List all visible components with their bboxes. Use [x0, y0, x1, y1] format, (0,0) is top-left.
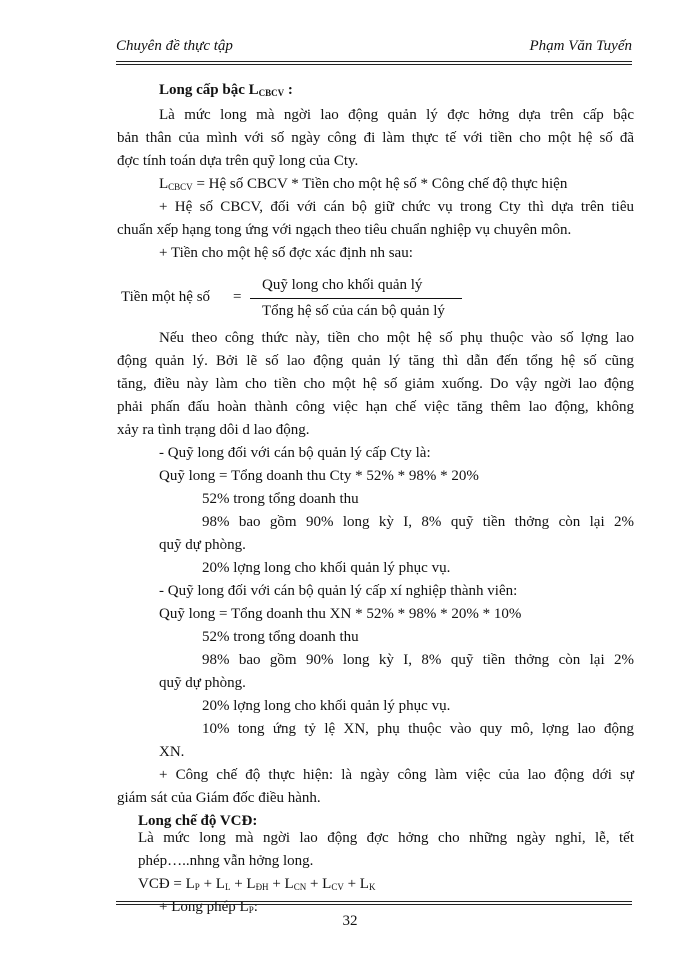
- fraction-bar: [250, 298, 462, 299]
- fund-xn-10: 10% tong ứng tỷ lệ XN, phụ thuộc vào quy mô, lợng lao động: [202, 721, 634, 737]
- paragraph-line: chuẩn xếp hạng tong ứng với ngạch theo tiêu chuẩn nghiệp vụ chuyên môn.: [117, 222, 572, 238]
- paragraph-line: + Hệ số CBCV, đối với cán bộ giữ chức vụ trong Cty thì dựa trên tiêu: [159, 199, 634, 215]
- page-header: [116, 38, 632, 58]
- formula-cbcv: $L_{CBCV}$ = Hệ số CBCV * Tiền cho một hệ số * Công chế độ thực hiện: [159, 176, 568, 192]
- fund-xn-98: 98% bao gồm 90% long kỳ I, 8% quỹ tiền thởng còn lại 2%: [202, 652, 634, 668]
- leave-wage-line: + Long phép $L_P$:: [159, 899, 258, 915]
- paragraph-line: đợc tính toán dựa trên quỹ long của Cty.: [117, 153, 359, 169]
- fund-cty-formula: Quỹ long = Tổng doanh thu Cty * 52% * 98% * 20%: [159, 468, 479, 484]
- fraction-label: Tiền một hệ số: [121, 289, 211, 305]
- section-heading-vcd: Long chế độ VCĐ:: [138, 813, 258, 829]
- fund-cty-98-cont: quỹ dự phòng.: [159, 537, 246, 553]
- paragraph-line: phép…..nhng vẫn hởng long.: [138, 853, 314, 869]
- paragraph-line: + Tiền cho một hệ số đợc xác định nh sau:: [159, 245, 413, 261]
- paragraph-line: Là mức long mà ngời lao động quản lý đợc hởng dựa trên cấp bậc: [159, 107, 634, 123]
- paragraph-line: Nếu theo công thức này, tiền cho một hệ số phụ thuộc vào số lợng lao: [159, 330, 634, 346]
- paragraph-line: động quản lý. Bởi lẽ số lao động quản lý tăng thì dẫn đến tổng hệ số cũng: [117, 353, 634, 369]
- fraction-equals: =: [233, 289, 242, 305]
- page-number: 32: [342, 913, 358, 929]
- fraction-denominator: Tổng hệ số của cán bộ quản lý: [262, 303, 445, 319]
- header-rule-top: [116, 61, 632, 62]
- paragraph-line: xảy ra tình trạng dôi d lao động.: [117, 422, 310, 438]
- fund-cty-20: 20% lợng long cho khối quản lý phục vụ.: [202, 560, 451, 576]
- footer-rule-top: [116, 901, 632, 902]
- fund-cty-98: 98% bao gồm 90% long kỳ I, 8% quỹ tiền thởng còn lại 2%: [202, 514, 634, 530]
- fund-xn-title: - Quỹ long đối với cán bộ quản lý cấp xí nghiệp thành viên:: [159, 583, 518, 599]
- formula-vcd: VCĐ = $L_P + L_L + L_{ĐH} + L_{CN} + L_{CV} + L_K$: [138, 876, 376, 892]
- fund-xn-formula: Quỹ long = Tổng doanh thu XN * 52% * 98% * 20% * 10%: [159, 606, 522, 622]
- footer-rule-bottom: [116, 904, 632, 905]
- paragraph-line: giám sát của Giám đốc điều hành.: [117, 790, 321, 806]
- paragraph-line: Là mức long mà ngời lao động đợc hởng cho những ngày nghỉ, lễ, tết: [138, 830, 634, 846]
- fund-cty-title: - Quỹ long đối với cán bộ quản lý cấp Cty là:: [159, 445, 431, 461]
- paragraph-line: tăng, điều này làm cho tiền cho một hệ số giảm xuống. Do vậy ngời lao động: [117, 376, 634, 392]
- fund-xn-20: 20% lợng long cho khối quản lý phục vụ.: [202, 698, 451, 714]
- header-author: Phạm Văn Tuyến: [529, 38, 632, 54]
- header-title: Chuyên đề thực tập: [116, 38, 233, 54]
- paragraph-line: bản thân của mình với số ngày công đi làm thực tế với tiền cho một hệ số đã: [117, 130, 634, 146]
- fund-xn-52: 52% trong tổng doanh thu: [202, 629, 359, 645]
- fund-cty-52: 52% trong tổng doanh thu: [202, 491, 359, 507]
- fund-xn-98-cont: quỹ dự phòng.: [159, 675, 246, 691]
- fraction-numerator: Quỹ long cho khối quản lý: [262, 277, 423, 293]
- paragraph-line: phải phấn đấu hoàn thành công việc hạn chế việc tăng thêm lao động, không: [117, 399, 634, 415]
- paragraph-line: + Công chế độ thực hiện: là ngày công làm việc của lao động dới sự: [159, 767, 634, 783]
- fund-xn-10-cont: XN.: [159, 744, 185, 760]
- section-heading-cbcv: Long cấp bậc $L_{CBCV}$ :: [159, 82, 293, 98]
- header-rule-bottom: [116, 64, 632, 65]
